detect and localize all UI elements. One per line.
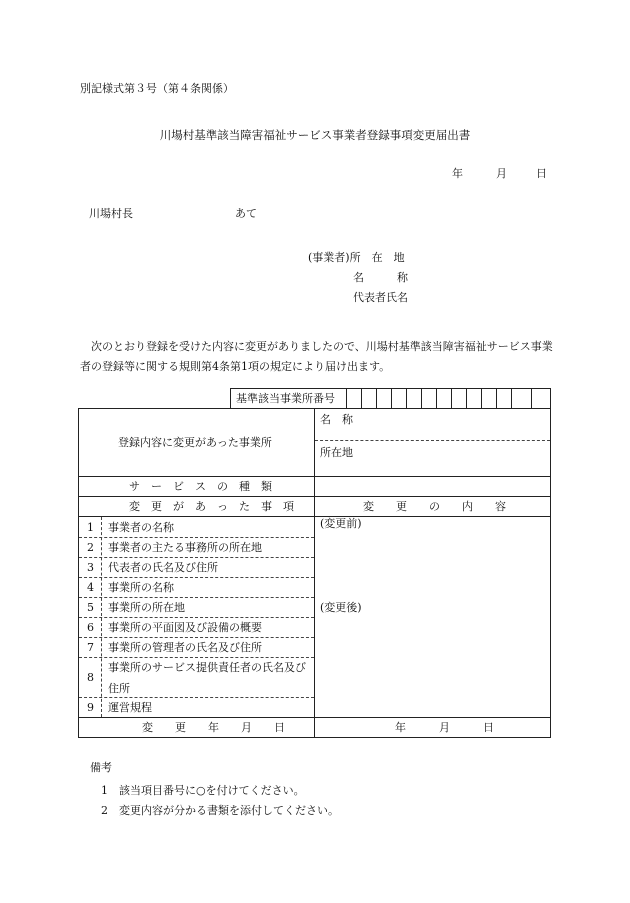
item-8-no: 8	[87, 671, 94, 684]
item-5-text: 事業所の所在地	[108, 601, 185, 614]
addressee-name: 川場村長	[89, 207, 133, 220]
form-id: 別記様式第３号（第４条関係）	[80, 82, 234, 95]
body-text: 次のとおり登録を受けた内容に変更がありましたので、川場村基準該当障害福祉サービス事業者の登録等に関する規則第4条第1項の規定により届け出ます。	[80, 340, 553, 373]
changed-items-header: 変 更 が あ っ た 事 項	[129, 500, 294, 513]
change-date-value: 年 月 日	[395, 721, 494, 734]
date-year: 年	[452, 167, 463, 180]
addressee	[89, 208, 257, 219]
item-9-no: 9	[87, 701, 94, 714]
date-day: 日	[536, 167, 547, 180]
service-type-label: サ ー ビ ス の 種 類	[129, 480, 272, 493]
item-5-no: 5	[87, 601, 94, 614]
item-4-text: 事業所の名称	[108, 581, 174, 594]
after-label: (変更後)	[320, 601, 362, 614]
applicant-address-label: 所 在 地	[349, 251, 405, 264]
submission-date	[452, 168, 547, 179]
item-3-no: 3	[87, 561, 94, 574]
item-2-no: 2	[87, 541, 94, 554]
applicant-rep-label: 代表者氏名	[353, 291, 408, 304]
item-9-text: 運営規程	[108, 701, 152, 714]
note-item-2: 2 変更内容が分かる書類を添付してください。	[101, 804, 339, 817]
change-content-header: 変 更 の 内 容	[363, 500, 506, 513]
document-title: 川場村基準該当障害福祉サービス事業者登録事項変更届出書	[159, 128, 471, 142]
item-7-no: 7	[87, 641, 94, 654]
item-8-text-cont: 住所	[108, 682, 130, 695]
item-1-no: 1	[87, 521, 94, 534]
item-3-text: 代表者の氏名及び住所	[108, 561, 218, 574]
applicant-prefix: (事業者)	[308, 251, 350, 264]
applicant-name-label: 名 称	[353, 271, 408, 284]
item-2-text: 事業者の主たる事務所の所在地	[108, 541, 262, 554]
addressee-suffix: あて	[235, 207, 257, 220]
before-label: (変更前)	[320, 517, 362, 530]
item-1-text: 事業者の名称	[108, 521, 174, 534]
notes-heading: 備考	[90, 761, 112, 774]
note-item-1: 1 該当項目番号に○を付けてください。	[101, 784, 305, 797]
item-7-text: 事業所の管理者の氏名及び住所	[108, 641, 262, 654]
date-month: 月	[496, 167, 507, 180]
item-6-no: 6	[87, 621, 94, 634]
item-6-text: 事業所の平面図及び設備の概要	[108, 621, 262, 634]
office-name-label: 名 称	[320, 413, 353, 426]
item-4-no: 4	[87, 581, 94, 594]
office-address-label: 所在地	[320, 446, 353, 459]
changed-office-label: 登録内容に変更があった事業所	[118, 436, 272, 449]
office-number-label: 基準該当事業所番号	[236, 392, 335, 405]
change-date-label: 変 更 年 月 日	[142, 721, 285, 734]
item-8-text: 事業所のサービス提供責任者の氏名及び	[108, 661, 306, 674]
